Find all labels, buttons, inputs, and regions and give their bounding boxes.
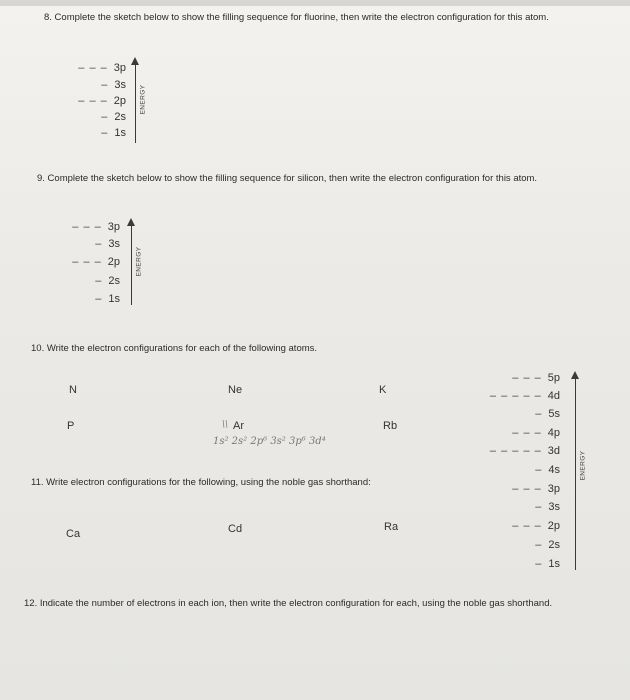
level-3p: – – – 3p <box>512 483 560 495</box>
level-1s: – 1s <box>535 558 560 570</box>
energy-axis <box>131 225 132 305</box>
arrow-up-icon <box>127 218 135 226</box>
atom-ne: Ne <box>228 384 243 396</box>
energy-axis <box>575 378 576 570</box>
top-edge <box>0 0 630 6</box>
level-4p: – – – 4p <box>512 427 560 439</box>
atom-ar: Ar <box>233 420 244 432</box>
question-10: 10. Write the electron configurations for each of the following atoms. <box>31 343 318 354</box>
atom-cd: Cd <box>228 523 243 535</box>
energy-axis <box>135 64 136 143</box>
level-3p: – – – 3p <box>72 221 120 233</box>
question-9: 9. Complete the sketch below to show the filling sequence for silicon, then write the electron configuration for this atom. <box>37 173 538 184</box>
energy-axis-label: ENERGY <box>579 450 587 481</box>
atom-rb: Rb <box>383 420 398 432</box>
level-5s: – 5s <box>535 408 560 420</box>
level-3s: – 3s <box>101 79 126 91</box>
energy-axis-label: ENERGY <box>135 246 143 277</box>
level-2s: – 2s <box>101 111 126 123</box>
level-2p: – – – 2p <box>78 95 126 107</box>
level-3d: – – – – – 3d <box>489 445 560 457</box>
level-1s: – 1s <box>101 127 126 139</box>
level-2p: – – – 2p <box>72 256 120 268</box>
question-8: 8. Complete the sketch below to show the filling sequence for fluorine, then write the electron configuration for this atom. <box>44 12 549 23</box>
level-3s: – 3s <box>95 238 120 250</box>
atom-ra: Ra <box>384 521 399 533</box>
level-2p: – – – 2p <box>512 520 560 532</box>
atom-k: K <box>379 384 387 396</box>
energy-axis-label: ENERGY <box>139 84 147 115</box>
handwritten-mark: \\ <box>222 420 229 430</box>
question-12: 12. Indicate the number of electrons in each ion, then write the electron configuration for each, using the noble gas shorthand. <box>24 598 553 609</box>
level-2s: – 2s <box>95 275 120 287</box>
handwritten-ar-configuration: 1s² 2s² 2p⁶ 3s² 3p⁶ 3d⁴ <box>213 436 326 447</box>
level-2s: – 2s <box>535 539 560 551</box>
level-3p: – – – 3p <box>78 62 126 74</box>
level-1s: – 1s <box>95 293 120 305</box>
question-11: 11. Write electron configurations for the following, using the noble gas shorthand: <box>31 477 371 488</box>
level-4d: – – – – – 4d <box>489 390 560 402</box>
atom-ca: Ca <box>66 528 81 540</box>
arrow-up-icon <box>571 371 579 379</box>
level-4s: – 4s <box>535 464 560 476</box>
atom-p: P <box>67 420 75 432</box>
level-5p: – – – 5p <box>512 372 560 384</box>
level-3s: – 3s <box>535 501 560 513</box>
atom-n: N <box>69 384 77 396</box>
arrow-up-icon <box>131 57 139 65</box>
